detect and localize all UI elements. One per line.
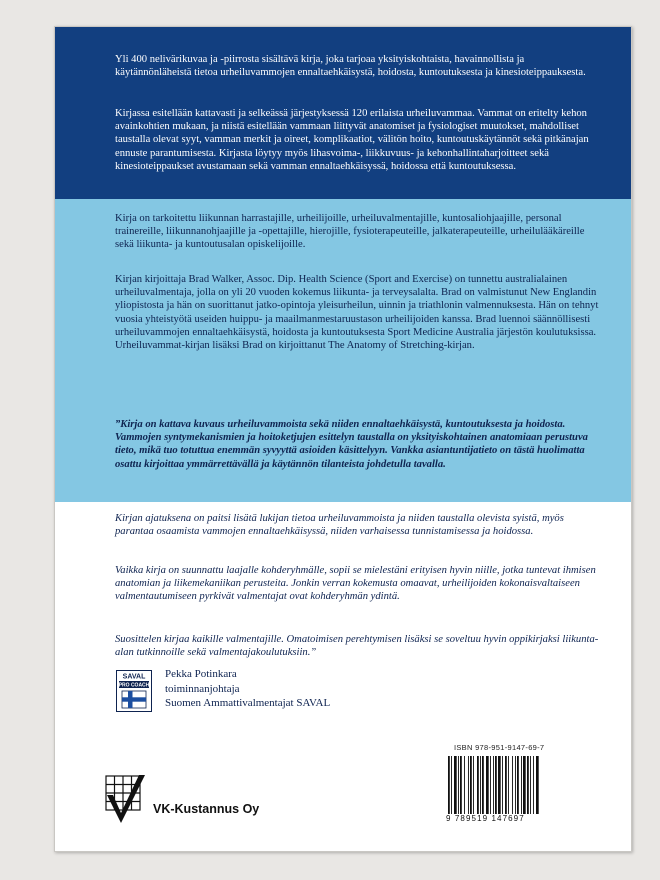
signature-block — [165, 667, 330, 711]
barcode-bar — [508, 756, 509, 814]
review-paragraph-2: Vaikka kirja on suunnattu laajalle kohderyhmälle, sopii se mielestäni erityisen hyvin niille, jotka tuntevat ihmisen anatomian ja liikemekaniikan perusteita. Jonkin verran kokemusta omaavat, urheilijoiden kokonaisvaltaiseen valmentautumiseen pyrkivät valmentajat ovat kohderyhmän ydintä. — [115, 565, 596, 603]
barcode-bar — [533, 756, 534, 814]
barcode-bar — [468, 756, 469, 814]
content-paragraph: Kirjassa esitellään kattavasti ja selkeässä järjestyksessä 120 erilaista urheiluvammaa. Vammat on eritelty kehon avainkohtien mukaan, ja niistä esitellään vammaan liittyvät anatomiset ja fysiologiset muutokset, mahdolliset taustalla olevat syyt, vamman merkit ja oireet, komplikaatiot, välitön hoito, kuntoutuskäytännöt sekä pitkänajan ennuste parantumisesta. Kirjasta löytyy myös lihasvoima-, liikkuvuus- ja kehonhallintaharjoitteet sekä kinesioteippaukset avustamaan sekä vamman ennaltaehkäisyssä, hoidossa että kuntoutuksessa. — [115, 108, 589, 172]
book-back-cover — [54, 26, 632, 852]
barcode-bar — [498, 756, 501, 814]
barcode-bar — [523, 756, 526, 814]
isbn-barcode-block — [444, 743, 578, 823]
audience-paragraph: Kirja on tarkoitettu liikunnan harrastajille, urheilijoille, urheiluvalmentajille, kuntosaliohjaajille, personal trainereille, liikunnanohjaajille ja -opettajille, hierojille, fysioterapeuteille, jalkaterapeuteille, urheilulääkäreille sekä liikunta- ja kuntoutusalan opiskelijoille. — [115, 213, 585, 251]
barcode-bar — [451, 756, 452, 814]
barcode-bar — [515, 756, 516, 814]
barcode-bar — [517, 756, 519, 814]
review-paragraph-3: Suosittelen kirjaa kaikille valmentajille. Omatoimisen perehtymisen lisäksi se soveltuu hyvin oppikirjaksi liikunta-alan tutkinnoille sekä valmentajakoulutuksiin.” — [115, 634, 599, 659]
barcode — [444, 756, 578, 814]
blue-band — [55, 27, 631, 199]
review-paragraph-1: Kirjan ajatuksena on paitsi lisätä lukijan tietoa urheiluvammoista ja niiden taustalla olevista syistä, myös parantaa osaamista vammojen ennaltaehkäisyssä, niiden varhaisessa tunnistamisessa ja hoidossa. — [115, 513, 564, 538]
barcode-bar — [470, 756, 472, 814]
saval-logo-text: SAVAL — [122, 673, 146, 681]
isbn-text: ISBN 978-951-9147-69-7 — [454, 743, 545, 752]
barcode-digits: 9 789519 147697 — [446, 814, 525, 823]
barcode-bar — [464, 756, 465, 814]
signer-title: toiminnanjohtaja — [165, 682, 240, 695]
barcode-bar — [486, 756, 489, 814]
light-blue-band — [55, 199, 631, 502]
barcode-bar — [521, 756, 522, 814]
barcode-bar — [530, 756, 531, 814]
signer-name: Pekka Potinkara — [165, 668, 237, 680]
barcode-bar — [460, 756, 462, 814]
barcode-bar — [480, 756, 481, 814]
barcode-bar — [502, 756, 503, 814]
barcode-bar — [495, 756, 497, 814]
barcode-bar — [490, 756, 491, 814]
intro-paragraph: Yli 400 nelivärikuvaa ja -piirrosta sisältävä kirja, joka tarjoaa yksityiskohtaista, havainnollista ja käytännönläheistä tietoa urheiluvammojen ennaltaehkäisystä, hoidosta, kuntoutuksesta ja kinesioteippauksesta. — [115, 54, 586, 79]
barcode-bar — [454, 756, 457, 814]
vk-grid-check-logo — [103, 773, 147, 829]
barcode-bar — [505, 756, 507, 814]
barcode-bar — [482, 756, 484, 814]
barcode-bar — [527, 756, 529, 814]
barcode-bar — [473, 756, 474, 814]
pro-coach-text: PRO COACH — [118, 682, 150, 689]
signer-organization: Suomen Ammattivalmentajat SAVAL — [165, 697, 331, 709]
quote-paragraph: ”Kirja on kattava kuvaus urheiluvammoista sekä niiden ennaltaehkäisystä, kuntoutuksesta ja hoidosta. Vammojen syntymekanismien ja hoitoketjujen esittelyn taustalla on yksityiskohtainen anatomiaan perustuva tieto, mikä tuo totuttua enemmän syvyyttä asioiden käsittelyyn. Vankka asiantuntijatieto on tästä huolimatta osattu kirjoittaa ymmärrettävällä ja käytännön tilanteista johdetulla tavalla. — [115, 419, 588, 470]
barcode-bar — [536, 756, 539, 814]
barcode-bar — [477, 756, 479, 814]
author-paragraph: Kirjan kirjoittaja Brad Walker, Assoc. Dip. Health Science (Sport and Exercise) on tunnettu australialainen urheiluvalmentaja, jolla on yli 20 vuoden kokemus liikunta- ja terveysalalta. Brad on valmistunut New Englandin yliopistosta ja hän on suorittanut jatko-opintoja yleisurheilun, uinnin ja triathlonin valmennuksesta. Hän on tehnyt vuosia yhteistyötä useiden huippu- ja maailmanmestaruustason urheilijoiden kanssa. Brad luennoi säännöllisesti urheiluvammojen ennaltaehkäisystä, hoidosta ja kuntoutuksesta Sport Medicine Australia järjestön koulutuksissa. Urheiluvammat-kirjan lisäksi Brad on kirjoittanut The Anatomy of Stretching-kirjan. — [115, 274, 599, 352]
barcode-bar — [493, 756, 494, 814]
saval-logo — [116, 670, 152, 712]
finnish-flag-icon — [122, 691, 146, 708]
barcode-bar — [448, 756, 450, 814]
barcode-bar — [512, 756, 513, 814]
publisher-block — [103, 773, 303, 833]
barcode-bar — [458, 756, 459, 814]
publisher-name: VK-Kustannus Oy — [153, 802, 260, 816]
